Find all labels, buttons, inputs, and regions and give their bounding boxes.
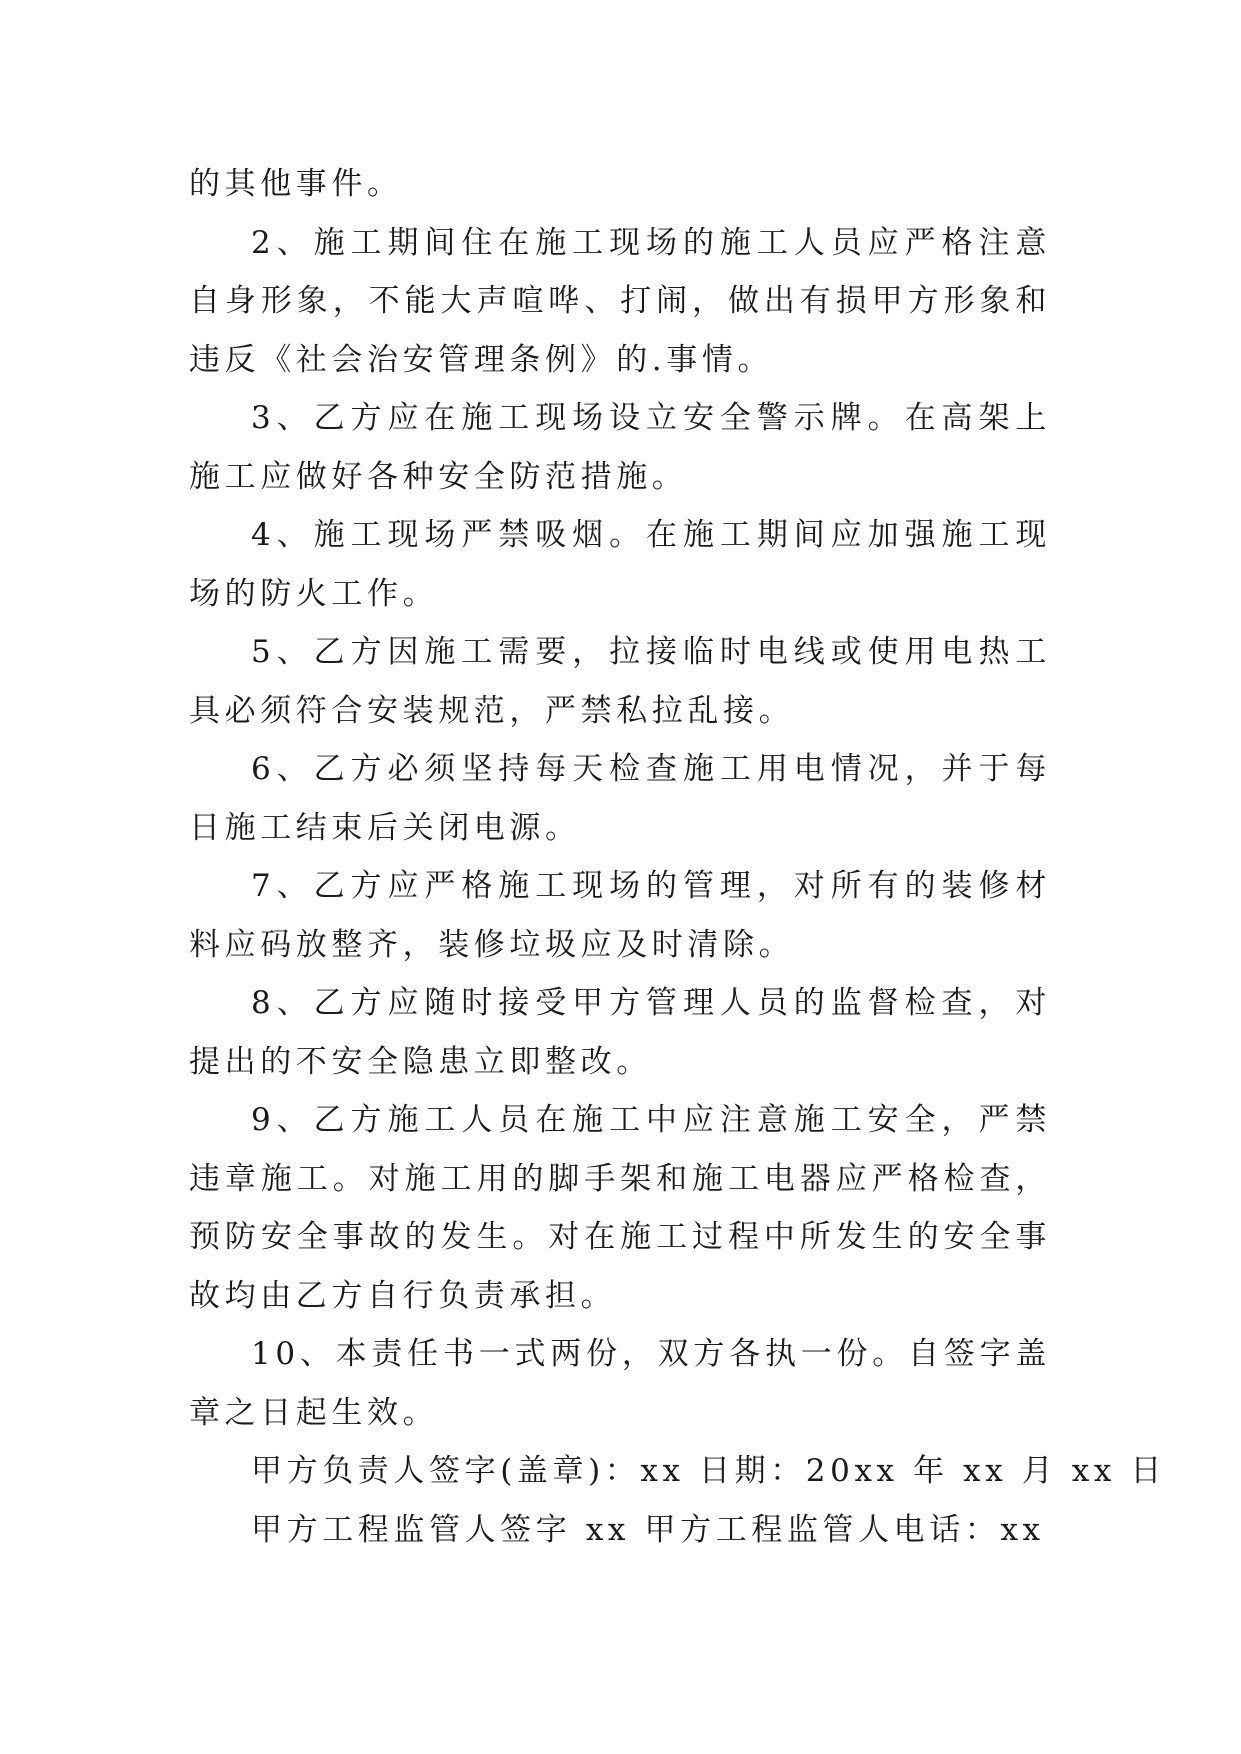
paragraph-clause-8: 8、乙方应随时接受甲方管理人员的监督检查，对提出的不安全隐患立即整改。: [189, 985, 1051, 1080]
document-body: [189, 155, 1167, 1559]
paragraph-clause-5: 5、乙方因施工需要，拉接临时电线或使用电热工具必须符合安装规范，严禁私拉乱接。: [189, 634, 1051, 729]
paragraph-clause-4: 4、施工现场严禁吸烟。在施工期间应加强施工现场的防火工作。: [189, 517, 1051, 612]
paragraph-clause-6: 6、乙方必须坚持每天检查施工用电情况，并于每日施工结束后关闭电源。: [189, 751, 1051, 846]
signature-party-a-supervisor: 甲方工程监管人签字 xx 甲方工程监管人电话：xx: [251, 1511, 1045, 1548]
paragraph-clause-3: 3、乙方应在施工现场设立安全警示牌。在高架上施工应做好各种安全防范措施。: [189, 400, 1051, 495]
signature-party-a-principal: 甲方负责人签字(盖章)：xx 日期：20xx 年 xx 月 xx 日: [251, 1453, 1167, 1489]
paragraph-clause-7: 7、乙方应严格施工现场的管理，对所有的装修材料应码放整齐，装修垃圾应及时清除。: [189, 868, 1051, 963]
paragraph-clause-9: 9、乙方施工人员在施工中应注意施工安全，严禁违章施工。对施工用的脚手架和施工电器应严格检查，预防安全事故的发生。对在施工过程中所发生的安全事故均由乙方自行负责承担。: [189, 1102, 1051, 1314]
paragraph-clause-10: 10、本责任书一式两份，双方各执一份。自签字盖章之日起生效。: [189, 1336, 1051, 1431]
paragraph-clause-2: 2、施工期间住在施工现场的施工人员应严格注意自身形象，不能大声喧哗、打闹，做出有损甲方形象和违反《社会治安管理条例》的.事情。: [189, 224, 1051, 378]
paragraph-continuation: 的其他事件。: [189, 166, 403, 202]
